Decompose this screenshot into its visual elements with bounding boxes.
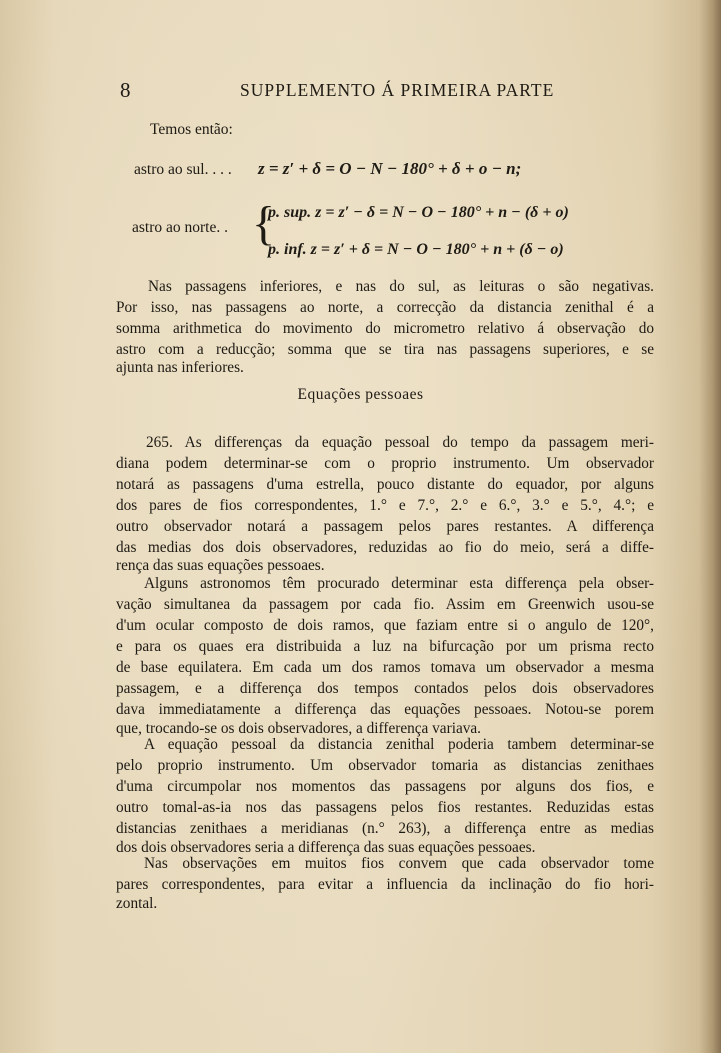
equation-south-label: astro ao sul. . . . — [134, 161, 232, 178]
para3-line: que, trocando-se os dois observadores, a differença variava. — [116, 720, 481, 737]
para4-line: distancias zenithaes a meridianas (n.° 263), a differença entre as medias — [116, 820, 654, 837]
para3-line: d'um ocular composto de dois ramos, que faziam entre si o angulo de 120°, — [116, 617, 654, 634]
equation-north-label: astro ao norte. . — [132, 219, 228, 236]
para4-line: pelo proprio instrumento. Um observador tomaria as distancias zenithaes — [116, 757, 654, 774]
para3-line: Alguns astronomos têm procurado determinar esta differença pela obser- — [144, 575, 654, 592]
para3-line: passagem, e a differença dos tempos contados pelos dois observadores — [116, 680, 654, 697]
para1-line: Por isso, nas passagens ao norte, a correcção da distancia zenithal é a — [116, 299, 654, 316]
para3-line: de base equilatera. Em cada um dos ramos tomava um observador a mesma — [116, 659, 654, 676]
para2-line: 265. As differenças da equação pessoal do tempo da passagem meri- — [146, 434, 654, 451]
para4-line: outro tomal-as-ia nos das passagens pelos fios restantes. Reduzidas estas — [116, 799, 654, 816]
running-title: SUPPLEMENTO Á PRIMEIRA PARTE — [240, 80, 555, 100]
para2-line: diana podem determinar-se com o proprio instrumento. Um observador — [116, 455, 654, 472]
para1-line: astro com a reducção; somma que se tira nas passagens superiores, e se — [116, 341, 654, 358]
para2-line: notará as passagens d'uma estrella, pouco distante do equador, por alguns — [116, 476, 654, 493]
para2-line: outro observador notará a passagem pelos pares restantes. A differença — [116, 518, 654, 535]
section-heading: Equações pessoaes — [297, 386, 424, 403]
equation-brace: { — [252, 197, 276, 250]
para5-line: Nas observações em muitos fios convem que cada observador tome — [144, 855, 654, 872]
para2-line: das medias dos dois observadores, reduzidas ao fio do meio, será a diffe- — [116, 539, 654, 556]
para1-line: ajunta nas inferiores. — [116, 359, 244, 376]
running-head — [0, 78, 721, 106]
para4-line: A equação pessoal da distancia zenithal poderia tambem determinar-se — [144, 736, 654, 753]
para2-line: rença das suas equações pessoaes. — [116, 557, 325, 574]
equation-north-inf: p. inf. z = z′ + δ = N − O − 180° + n + (δ − o) — [268, 241, 564, 258]
para1-line: somma arithmetica do movimento do micrometro relativo á observação do — [116, 320, 654, 337]
para3-line: e para os quaes era distribuida a luz na bifurcação por um prisma recto — [116, 638, 654, 655]
para3-line: vação simultanea da passagem por cada fio. Assim em Greenwich usou-se — [116, 596, 654, 613]
para5-line: pares correspondentes, para evitar a influencia da inclinação do fio hori- — [116, 876, 654, 893]
page-number: 8 — [120, 78, 131, 102]
para4-line: d'uma circumpolar nos momentos das passagens por alguns dos fios, e — [116, 778, 654, 795]
para1-line: Nas passagens inferiores, e nas do sul, as leituras o são negativas. — [148, 278, 654, 295]
para4-line: dos dois observadores seria a differença das suas equações pessoaes. — [116, 839, 536, 856]
para5-line: zontal. — [116, 895, 158, 912]
page-edge-shadow — [699, 0, 721, 1053]
intro-text: Temos então: — [150, 121, 233, 138]
para3-line: dava immediatamente a differença das equações pessoaes. Notou-se porem — [116, 701, 654, 718]
para2-line: dos pares de fios correspondentes, 1.° e 7.°, 2.° e 6.°, 3.° e 5.°, 4.°; e — [116, 497, 654, 514]
equation-north-sup: p. sup. z = z′ − δ = N − O − 180° + n − (δ + o) — [268, 204, 569, 221]
equation-south: z = z′ + δ = O − N − 180° + δ + o − n; — [258, 159, 522, 178]
